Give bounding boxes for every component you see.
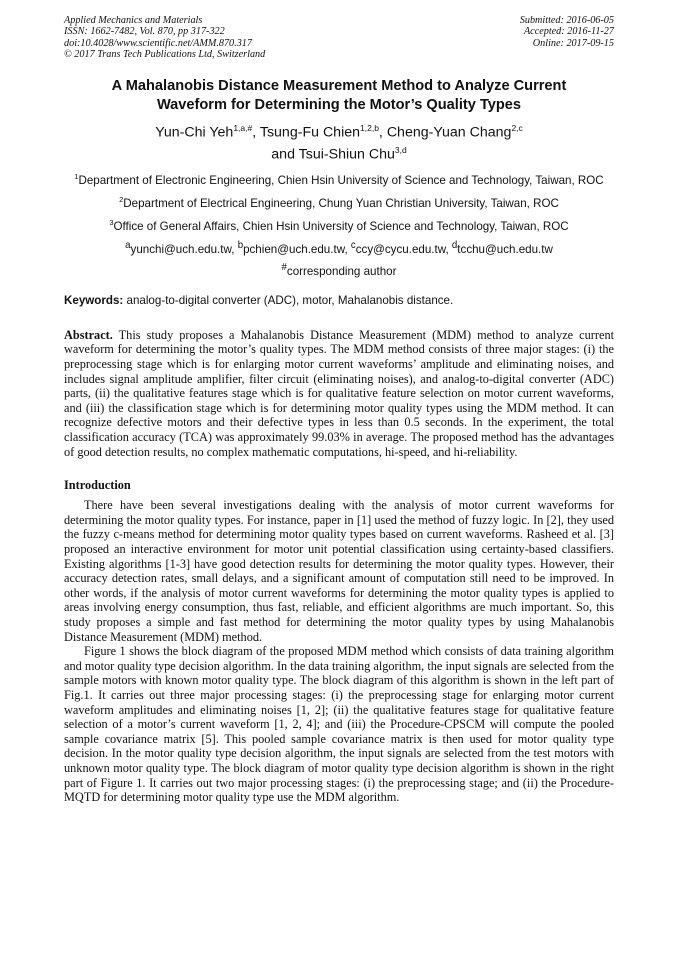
author-name: Cheng-Yuan Chang [386,124,512,141]
journal-name: Applied Mechanics and Materials [64,15,203,26]
accepted-date: Accepted: 2016-11-27 [523,26,614,38]
author-affil-sup: 3,d [394,145,407,156]
author-line-1: Yun-Chi Yeh$^{1,a,\#}$, Tsung-Fu Chien$^{1,2,b}$, Cheng-Yuan Chang$^{2,c}$ [155,122,523,141]
body-paragraph: Figure 1 shows the block diagram of the proposed MDM method which consists of data training algorithm and motor quality type decision algorithm. In the data training algorithm, the input signals are selected from the sample motors with known motor quality type. The block diagram of this algorithm is shown in the left part of Fig.1. It carries out three major processing stages: (i) the preprocessing stage for enlarging motor current waveform amplitudes and eliminating noises [1, 2]; (ii) the qualitative features stage for qualitative feature selection of a motor’s current waveform [1, 2, 4]; and (iii) the Procedure-CPSCM will compute the pooled sample covariance matrix [5]. This pooled sample covariance matrix is then used for motor quality type decision. In the motor quality type decision algorithm, the input signals are selected from the test motors with unknown motor quality type. The block diagram of motor quality type decision algorithm is shown in the right part of Figure 1. It carries out two major processing stages: (i) the preprocessing stage; and (ii) the Procedure-MQTD for determining motor quality type use the MDM algorithm. [64,644,614,805]
body-paragraph: There have been several investigations dealing with the analysis of motor current waveforms for determining the motor quality types. For instance, paper in [1] used the method of fuzzy logic. In [2], they used the fuzzy c-means method for determining motor quality types based on current waveforms. Rasheed et al. [3] proposed an interactive environment for motor unit potential classification using certainty-based classifiers. Existing algorithms [1-3] have good detection results for determining the motor quality types. However, their accuracy detection rates, small delays, and a significant amount of computation still need to be improved. In other words, if the analysis of motor current waveforms for determining the motor quality types is applied to areas involving energy consumption, thus fast, reliable, and efficient algorithms are much important. So, this study proposes a simple and fast method for determining the motor quality types by using Mahalanobis Distance Measurement (MDM) method. [64,498,614,644]
doi-line: doi:10.4028/www.scientific.net/AMM.870.317 [64,37,252,49]
journal-info [64,15,265,61]
title-line-2: Waveform for Determining the Motor’s Quality Types [156,96,522,113]
author-name: Tsung-Fu Chien [259,124,361,141]
affiliation-1: $^1$Department of Electronic Engineering, Chien Hsin University of Science and Technology, Taiwan, ROC [74,172,604,187]
copyright-line: © 2017 Trans Tech Publications Ltd, Switzerland [64,49,266,61]
submission-dates [520,15,614,61]
issn-line: ISSN: 1662-7482, Vol. 870, pp 317-322 [64,26,225,38]
email-link[interactable]: ccy@cycu.edu.tw [355,242,446,256]
author-line-2 [64,141,614,164]
section-heading-introduction: Introduction [64,478,131,493]
abstract [64,328,614,459]
author-affil-sup: 2,c [511,122,523,133]
author-affil-sup: 1,a,# [233,122,253,133]
submitted-date: Submitted: 2016-06-05 [519,15,614,26]
corresponding-author-note: #corresponding author [281,261,397,278]
email-list: $^a$yunchi@uch.edu.tw, $^b$pchien@uch.edu.tw, $^c$ccy@cycu.edu.tw, $^d$tcchu@uch.edu.tw [125,239,553,256]
keywords-label: Keywords: [64,293,124,307]
abstract-text: This study proposes a Mahalanobis Distance Measurement (MDM) method to analyze current waveform for determining the motor’s quality types. The MDM method consists of three major stages: (i) the preprocessing stage which is for enlarging motor current waveforms’ amplitude and eliminating noises, and includes signal amplitude amplifier, filter circuit (eliminating noises), and analog-to-digital converter (ADC) parts, (ii) the qualitative features stage which is for qualitative feature selection on motor current waveforms, and (iii) the classification stage which is for determining motor quality types using the MDM method. It can recognize defective motors and their defective types in less than 0.5 seconds. In the experiment, the total classification accuracy (TCA) was approximately 99.03% in average. The proposed method has the advantages of good detection results, no complex mathematic computations, hi-speed, and hi-reliability. [64,327,615,459]
author-affil-sup: 1,2,b [360,122,379,133]
keywords-text: analog-to-digital converter (ADC), motor, Mahalanobis distance. [126,293,454,307]
author-name: and Tsui-Shiun Chu [271,147,395,164]
email-link[interactable]: tcchu@uch.edu.tw [457,242,553,256]
affiliations [64,170,614,279]
title-line-1: A Mahalanobis Distance Measurement Method to Analyze Current [111,77,567,94]
affiliation-3: $^3$Office of General Affairs, Chien Hsin University of Science and Technology, Taiwan, ROC [109,218,569,234]
author-name: Yun-Chi Yeh [155,124,234,141]
online-date: Online: 2017-09-15 [532,37,614,49]
author-list [64,119,614,164]
publication-header [64,0,614,61]
paper-title [64,77,614,115]
abstract-label: Abstract. [64,327,113,342]
keywords [64,294,614,308]
email-link[interactable]: yunchi@uch.edu.tw [130,242,232,256]
email-link[interactable]: pchien@uch.edu.tw [243,242,345,256]
affiliation-2: $^2$Department of Electrical Engineering, Chung Yuan Christian University, Taiwan, ROC [119,195,559,211]
